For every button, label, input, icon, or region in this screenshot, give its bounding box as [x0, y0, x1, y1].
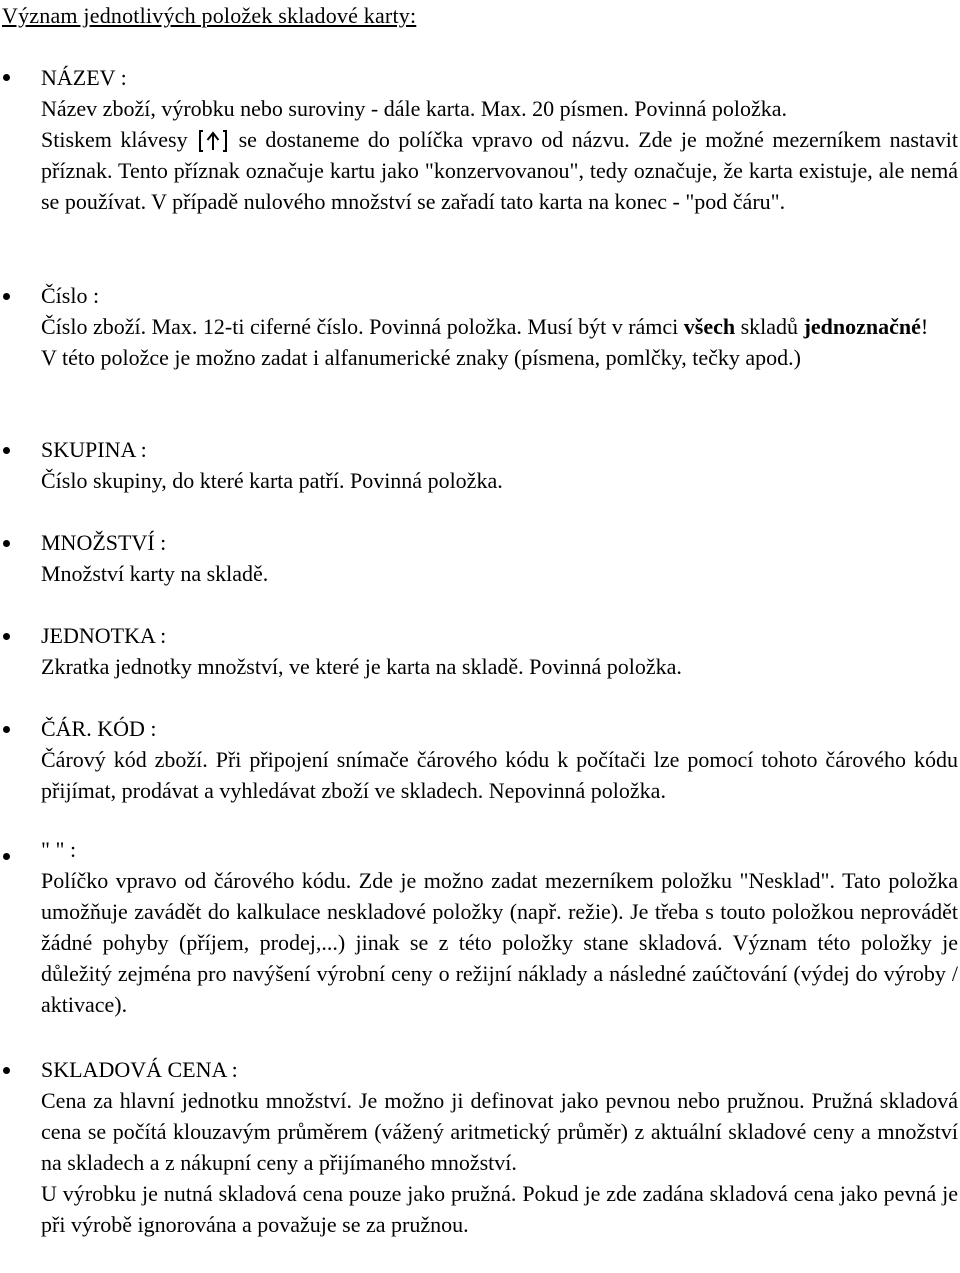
item-description: Políčko vpravo od čárového kódu. Zde je možno zadat mezerníkem položku "Nesklad". Tato položka umožňuje zavádět do kalkulace neskladové položky (např. režie). Je třeba s touto položkou neprovádět žádné pohyby (příjem, prodej,...) jinak se z této položky stane skladová. Význam této položky je důležitý zejména pro navýšení výrobní ceny o režijní náklady a následné zaúčtování (výdej do výroby / aktivace).	[41, 868, 958, 1017]
item-description-text: Stiskem klávesy	[41, 127, 188, 152]
emphasis-text: jednoznačné	[803, 314, 921, 339]
list-item-skladova-cena	[0, 1054, 958, 1240]
item-term: SKUPINA :	[41, 437, 147, 462]
list-item-car-kod	[0, 713, 958, 806]
list-item-nazev	[0, 62, 958, 217]
item-description-line: V této položce je možno zadat i alfanumerické znaky (písmena, pomlčky, tečky apod.)	[41, 345, 801, 370]
item-description-text: skladů	[735, 314, 804, 339]
list-item-cislo	[0, 280, 958, 373]
item-description: Zkratka jednotky množství, ve které je karta na skladě. Povinná položka.	[41, 654, 682, 679]
item-description-line: Název zboží, výrobku nebo suroviny - dále karta. Max. 20 písmen. Povinná položka.	[41, 96, 787, 121]
item-description: Číslo skupiny, do které karta patří. Povinná položka.	[41, 468, 503, 493]
item-term: Číslo :	[41, 283, 100, 308]
bullet-icon	[3, 74, 10, 81]
item-description: Cena za hlavní jednotku množství. Je možno ji definovat jako pevnou nebo pružnou. Pružná skladová cena se počítá klouzavým průměrem (vážený aritmetický průměr) z aktuální skladové ceny a množství na skladech a z nákupní ceny a přijímaného množství.	[41, 1088, 958, 1175]
item-description-text: se dostaneme do políčka vpravo od názvu. Zde je možné mezerníkem nastavit příznak. Tento příznak označuje kartu jako "konzervovanou", tedy označuje, že karta existuje, ale nemá se používat. V případě nulového množství se zařadí tato karta na konec - "pod čáru".	[41, 127, 959, 214]
item-term: SKLADOVÁ CENA :	[41, 1057, 238, 1082]
bullet-icon	[3, 540, 10, 547]
item-term: ČÁR. KÓD :	[41, 716, 157, 741]
document-heading: Význam jednotlivých položek skladové karty:	[2, 3, 417, 28]
bullet-icon	[3, 447, 10, 454]
bullet-icon	[3, 726, 10, 733]
list-item-nesklad	[0, 834, 958, 1020]
item-description-text: Číslo zboží. Max. 12-ti ciferné číslo. Povinná položka. Musí být v rámci	[41, 314, 684, 339]
shift-up-arrow-key-icon	[198, 129, 228, 151]
list-item-skupina	[0, 434, 958, 496]
item-description-text: !	[920, 314, 929, 339]
item-term: NÁZEV :	[41, 65, 127, 90]
item-description	[41, 93, 958, 217]
bullet-icon	[3, 633, 10, 640]
emphasis-text: všech	[683, 314, 736, 339]
item-description: Množství karty na skladě.	[41, 561, 269, 586]
list-item-jednotka	[0, 620, 958, 682]
item-term: JEDNOTKA :	[41, 623, 167, 648]
bullet-icon	[3, 1067, 10, 1074]
bullet-icon	[3, 853, 10, 860]
item-term: " " :	[41, 837, 77, 862]
item-term: MNOŽSTVÍ :	[41, 530, 167, 555]
item-description: Čárový kód zboží. Při připojení snímače čárového kódu k počítači lze pomocí tohoto čárového kódu přijímat, prodávat a vyhledávat zboží ve skladech. Nepovinná položka.	[41, 747, 958, 803]
item-description	[41, 311, 958, 342]
bullet-icon	[3, 293, 10, 300]
item-description-second-paragraph: U výrobku je nutná skladová cena pouze jako pružná. Pokud je zde zadána skladová cena jako pevná je při výrobě ignorována a považuje se za pružnou.	[41, 1181, 958, 1237]
list-item-mnozstvi	[0, 527, 958, 589]
